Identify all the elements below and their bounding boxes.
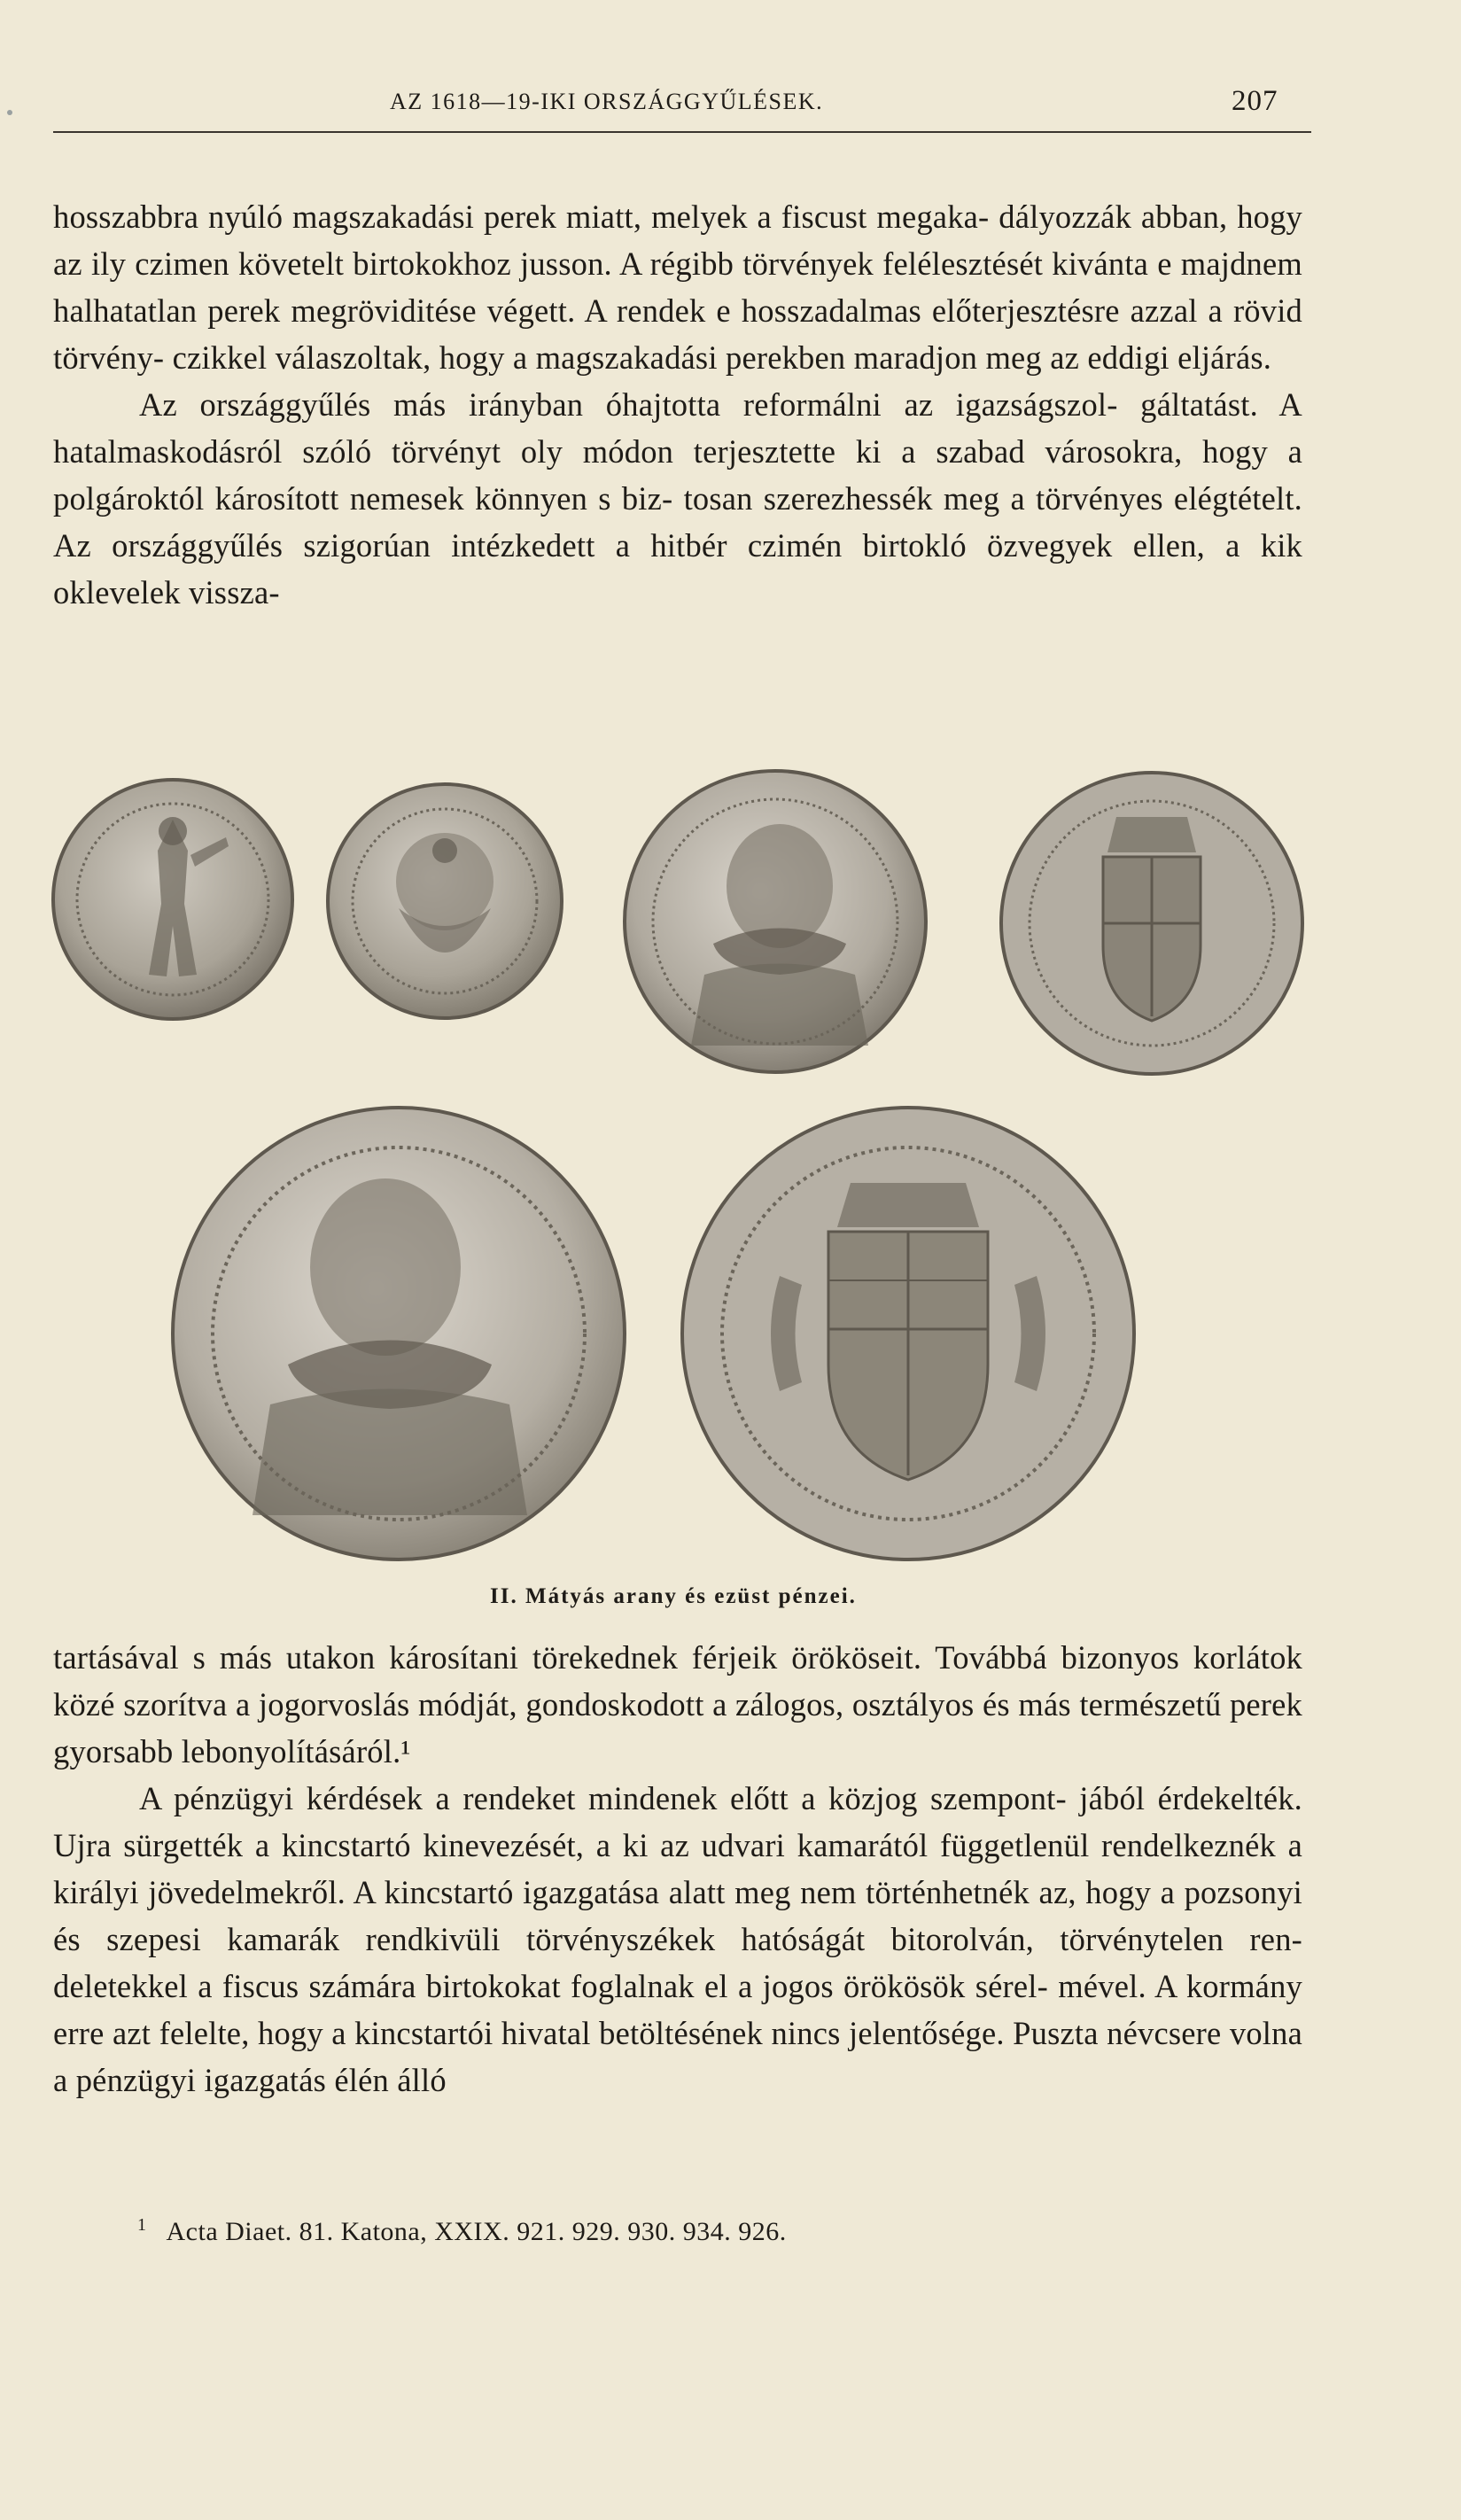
paragraph — [53, 1775, 1302, 2104]
text-line: bizonyos korlátok közé szorítva a jogorvoslás módját, gondoskodott a — [53, 1639, 1302, 1723]
footnote-mark: 1 — [137, 2215, 147, 2235]
text-line: kamarától függetlenül rendelkeznék a királyi jövedelmekről. A kincstartó — [53, 1827, 1302, 1910]
text-line: végett. A rendek e hosszadalmas előterjesztésre azzal a rövid törvény- — [53, 292, 1302, 376]
text-line: intézkedett a hitbér czimén birtokló özvegyek ellen, a kik oklevelek vissza- — [53, 527, 1303, 611]
text-line: deletekkel a fiscus számára birtokokat foglalnak el a jogos örökösök sérel- — [53, 1968, 1048, 2004]
text-line: mével. A kormány erre azt felelte, hogy a kincstartói hivatal betöltésének — [53, 1968, 1302, 2051]
text-line: A pénzügyi kérdések a rendeket mindenek előtt a közjog szempont- — [139, 1780, 1067, 1816]
paragraph — [53, 381, 1302, 616]
body-text-bottom — [53, 1634, 1302, 2104]
large-thaler-portrait — [164, 1099, 633, 1568]
text-line: kamarák rendkivüli törvényszékek hatóságát bitorolván, törvénytelen ren- — [227, 1921, 1302, 1957]
text-line: tartásával s más utakon károsítani törekednek férjeik örököseit. Továbbá — [53, 1639, 1061, 1676]
text-line: dályozzák abban, hogy az ily czimen követelt birtokokhoz jusson. A régibb — [53, 198, 1303, 282]
paragraph — [53, 193, 1302, 381]
footnote-text: Acta Diaet. 81. Katona, XXIX. 921. 929. 930. 934. 926. — [166, 2217, 787, 2246]
plate-caption: II. Mátyás arany és ezüst pénzei. — [490, 1584, 857, 1608]
body-text-top — [53, 193, 1302, 616]
text-line: nincs jelentősége. Puszta névcsere volna a pénzügyi igazgatás élén álló — [53, 2015, 1302, 2098]
small-gold-coin-madonna — [319, 775, 571, 1028]
text-line: jából érdekelték. Ujra sürgették a kincstartó kinevezését, a ki az udvari — [53, 1780, 1302, 1863]
medium-coin-arms — [992, 764, 1311, 1083]
footnote — [53, 2215, 1302, 2247]
paragraph — [53, 1634, 1302, 1775]
text-line: hosszabbra nyúló magszakadási perek miatt, melyek a fiscust megaka- — [53, 198, 990, 235]
text-line: törvények felélesztését kivánta e majdnem halhatatlan perek megröviditése — [53, 245, 1302, 329]
large-thaler-arms — [673, 1099, 1143, 1568]
medium-coin-portrait — [616, 762, 935, 1081]
text-line: szabad városokra, hogy a polgároktól károsított nemesek könnyen s biz- — [53, 433, 1302, 517]
running-head — [0, 82, 1461, 126]
small-gold-coin-standing-figure — [44, 771, 301, 1028]
header-rule — [53, 131, 1311, 133]
text-line: tosan szerezhessék meg a törvényes elégtételt. Az országgyűlés szigorúan — [53, 480, 1303, 564]
text-line: igazgatása alatt meg nem történhetnék az, hogy a pozsonyi és szepesi — [53, 1874, 1302, 1957]
text-line: zálogos, osztályos és más természetű perek gyorsabb lebonyolításáról.¹ — [53, 1686, 1303, 1769]
page-number: 207 — [1232, 85, 1278, 117]
text-line: czikkel válaszoltak, hogy a magszakadási perekben maradjon meg az — [172, 339, 1088, 376]
text-line: eddigi eljárás. — [1087, 339, 1272, 376]
text-line: Az országgyűlés más irányban óhajtotta reformálni az igazságszol- — [139, 386, 1118, 423]
coin-plate — [35, 744, 1311, 1613]
text-line: gáltatást. A hatalmaskodásról szóló törvényt oly módon terjesztette ki a — [53, 386, 1302, 470]
running-title: AZ 1618—19-IKI ORSZÁGGYŰLÉSEK. — [390, 89, 824, 114]
